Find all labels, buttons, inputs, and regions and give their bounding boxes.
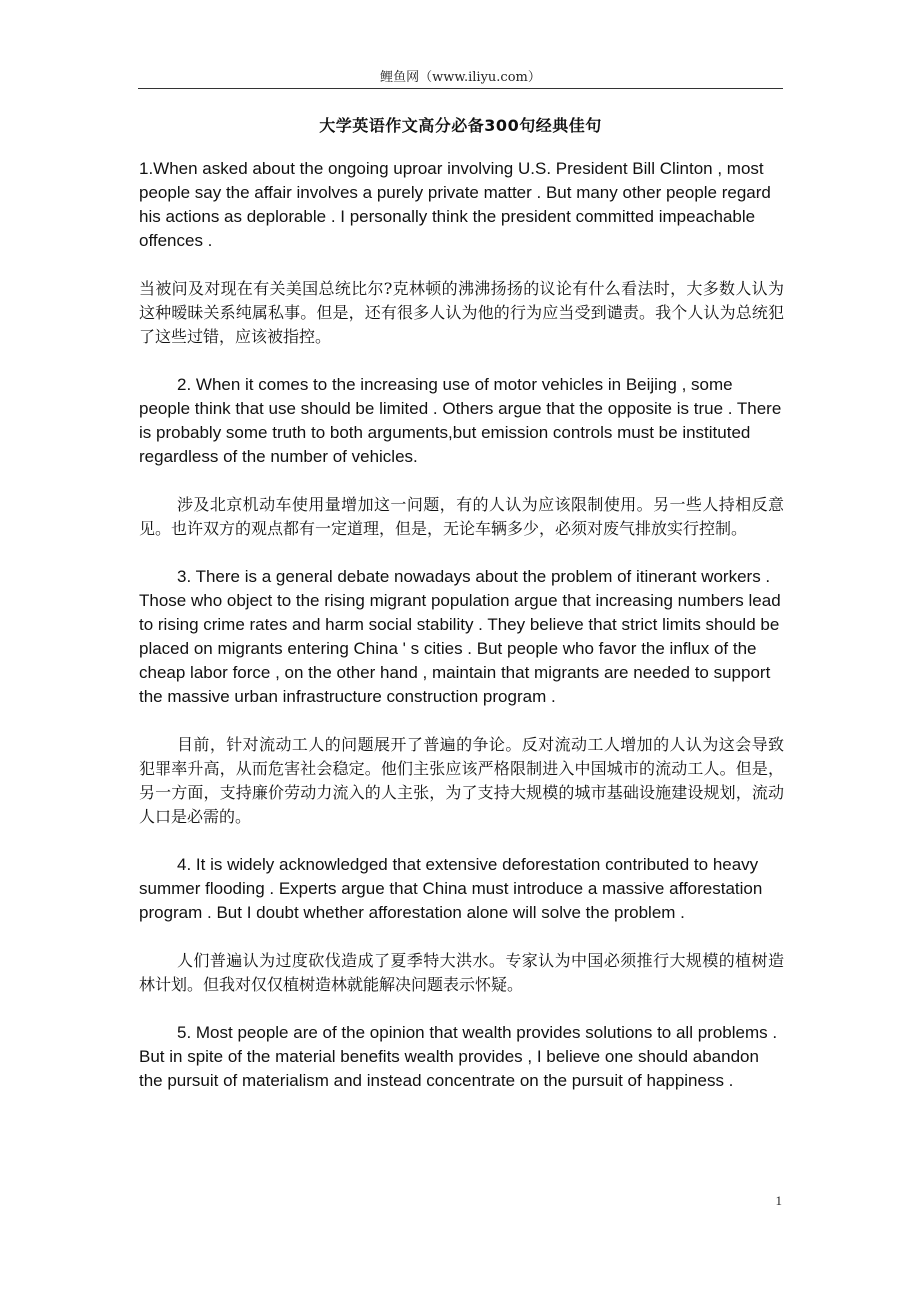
- paragraph-1-chinese: 当被问及对现在有关美国总统比尔?克林顿的沸沸扬扬的议论有什么看法时，大多数人认为这种暧昧关系纯属私事。但是，还有很多人认为他的行为应当受到谴责。我个人认为总统犯了这些过错，应该被指控。: [139, 279, 784, 346]
- paragraph-1-english: 1.When asked about the ongoing uproar involving U.S. President Bill Clinton , most people say the affair involves a purely private matter . But many other people regard his actions as deplorable . I personally think the president committed impeachable offences .: [139, 159, 771, 250]
- document-body: [139, 157, 784, 1117]
- paragraph-5-english: 5. Most people are of the opinion that wealth provides solutions to all problems . But in spite of the material benefits wealth provides , I believe one should abandon the pursuit of materialism and instead concentrate on the pursuit of happiness .: [139, 1023, 778, 1090]
- paragraph-2-english: 2. When it comes to the increasing use of motor vehicles in Beijing , some people think that use should be limited . Others argue that the opposite is true . There is probably some truth to both arguments,but emission controls must be instituted regardless of the number of vehicles.: [139, 375, 782, 466]
- paragraph-4-english: 4. It is widely acknowledged that extensive deforestation contributed to heavy summer flooding . Experts argue that China must introduce a massive afforestation program . But I doubt whether afforestation alone will solve the problem .: [139, 855, 763, 922]
- paragraph-3-chinese: 目前，针对流动工人的问题展开了普遍的争论。反对流动工人增加的人认为这会导致犯罪率升高，从而危害社会稳定。他们主张应该严格限制进入中国城市的流动工人。但是，另一方面，支持廉价劳动力流入的人主张，为了支持大规模的城市基础设施建设规划，流动人口是必需的。: [139, 735, 784, 826]
- paragraph-2-chinese: 涉及北京机动车使用量增加这一问题，有的人认为应该限制使用。另一些人持相反意见。也许双方的观点都有一定道理，但是，无论车辆多少，必须对废气排放实行控制。: [139, 495, 784, 538]
- paragraph-3-english: 3. There is a general debate nowadays about the problem of itinerant workers . Those who object to the rising migrant population argue that increasing numbers lead to rising crime rates and harm social stability . They believe that strict limits should be placed on migrants entering China ' s cities . But people who favor the influx of the cheap labor force , on the other hand , maintain that migrants are needed to support the massive urban infrastructure construction program .: [139, 567, 781, 706]
- paragraph-4-chinese: 人们普遍认为过度砍伐造成了夏季特大洪水。专家认为中国必须推行大规模的植树造林计划。但我对仅仅植树造林就能解决问题表示怀疑。: [139, 951, 784, 994]
- page-number: 1: [775, 1193, 782, 1208]
- page-header: 鲤鱼网（www.iliyu.com）: [380, 70, 541, 85]
- document-title: 大学英语作文高分必备300句经典佳句: [319, 116, 602, 135]
- header-divider: [138, 88, 783, 89]
